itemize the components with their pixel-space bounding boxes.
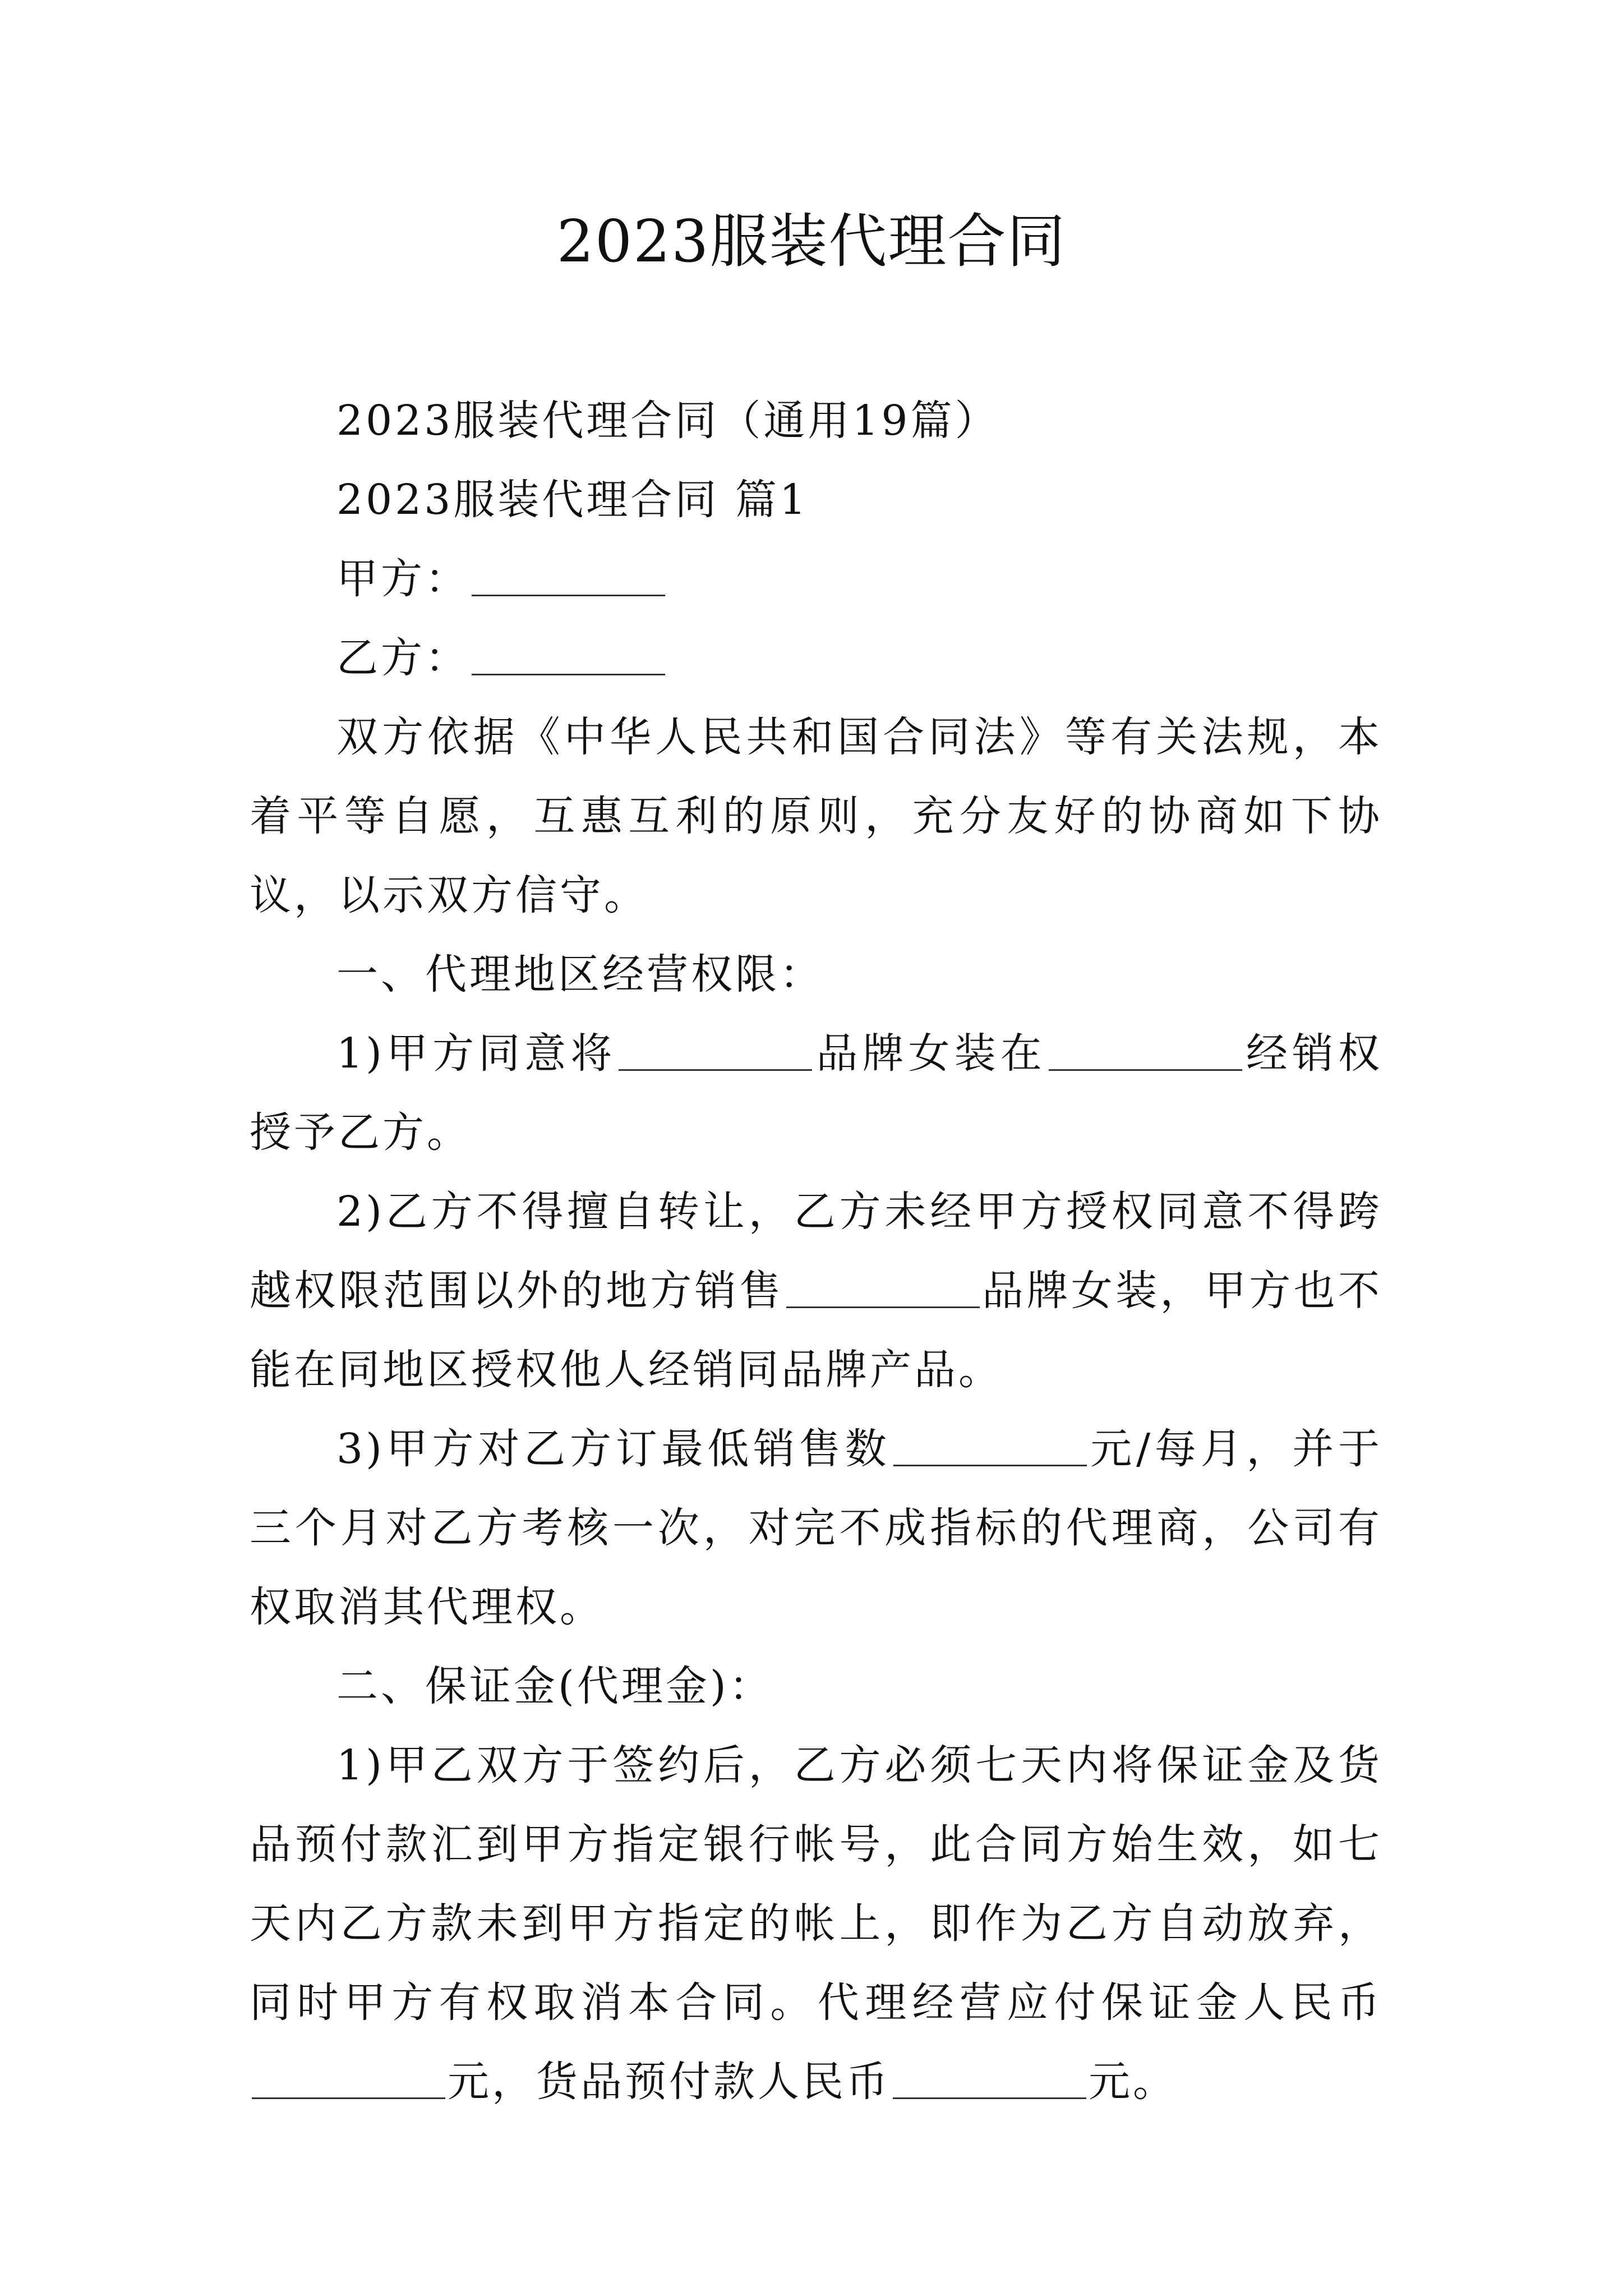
section-1-clause-3 bbox=[250, 1410, 1382, 1647]
clause-text: 元，货品预付款人民币 bbox=[448, 2058, 891, 2106]
clause-text: 元。 bbox=[1089, 2058, 1177, 2106]
party-a-blank bbox=[472, 555, 665, 596]
section-1-heading: 一、代理地区经营权限： bbox=[336, 950, 824, 999]
document-title: 2023服装代理合同 bbox=[556, 207, 1067, 275]
party-a-line bbox=[250, 540, 1382, 619]
prepayment-amount-blank bbox=[893, 2058, 1086, 2099]
clause-text: 3)甲方对乙方订最低销售数 bbox=[336, 1425, 891, 1473]
section-2-clause-1 bbox=[250, 1726, 1382, 2122]
document-body bbox=[250, 381, 1382, 2122]
clause-text: 1)甲乙双方于签约后，乙方必须七天内将保证金及货品预付款汇到甲方指定银行帐号，此合同方始生效，如七天内乙方款未到甲方指定的帐上，即作为乙方自动放弃，同时甲方有权取消本合同。代理经营应付保证金人民币 bbox=[250, 1741, 1382, 2027]
sales-amount-blank bbox=[893, 1425, 1087, 1466]
clause-text: 元/每月，并于三个月对乙方考核一次，对完不成指标的代理商，公司有权取消其代理权。 bbox=[250, 1425, 1382, 1631]
clause-text: 品牌女装，甲方也不能在同地区授权他人经销同品牌产品。 bbox=[250, 1267, 1383, 1394]
section-1-clause-1 bbox=[250, 1014, 1382, 1172]
clause-text: 经销权授予乙方。 bbox=[250, 1029, 1383, 1157]
section-1-clause-2 bbox=[250, 1172, 1382, 1410]
clause-text: 品牌女装在 bbox=[814, 1029, 1046, 1078]
intro-paragraph: 双方依据《中华人民共和国合同法》等有关法规，本着平等自愿，互惠互利的原则，充分友好的协商如下协议，以示双方信守。 bbox=[250, 713, 1382, 919]
section-heading: 2023服装代理合同 篇1 bbox=[336, 476, 809, 524]
clause-text: 1)甲方同意将 bbox=[336, 1029, 617, 1078]
party-b-line bbox=[250, 619, 1382, 698]
deposit-amount-blank bbox=[252, 2058, 445, 2099]
document-subtitle: 2023服装代理合同（通用19篇） bbox=[336, 397, 999, 445]
party-a-label: 甲方： bbox=[336, 555, 469, 603]
clause-text: 2)乙方不得擅自转让，乙方未经甲方授权同意不得跨越权限范围以外的地方销售 bbox=[250, 1188, 1382, 1315]
brand-blank bbox=[619, 1030, 812, 1071]
party-b-label: 乙方： bbox=[336, 634, 469, 682]
brand-blank bbox=[786, 1267, 980, 1308]
region-blank bbox=[1049, 1030, 1242, 1071]
section-2-heading: 二、保证金(代理金)： bbox=[336, 1662, 773, 1710]
party-b-blank bbox=[472, 634, 665, 675]
